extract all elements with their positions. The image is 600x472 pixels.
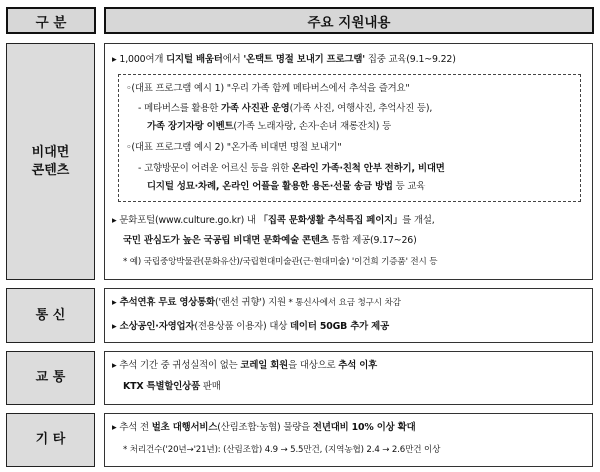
header-content-cell xyxy=(104,7,594,34)
category-transport xyxy=(6,351,95,405)
header-category-cell xyxy=(6,7,96,34)
example1-line1: - 메타버스를 활용한 가족 사진관 운영(가족 사진, 여행사진, 추억사진 등), xyxy=(138,103,433,114)
category-other-label: 기 타 xyxy=(35,432,66,447)
other-note: * 처리건수('20년→'21년): (산림조합) 4.9 → 5.5만건, (지역농협) 2.4 → 2.6만건 이상 xyxy=(123,445,441,455)
example1-line2: 가족 장기자랑 이벤트(가족 노래자랑, 손자·손녀 재롱잔치) 등 xyxy=(147,121,391,132)
category-nonface-line2: 콘텐츠 xyxy=(31,162,70,178)
transport-line1: ▸ 추석 기간 중 귀성실적이 없는 코레일 회원을 대상으로 추석 이후 xyxy=(112,360,378,371)
telecom-line2: ▸ 소상공인·자영업자(전용상품 이용자) 대상 데이터 50GB 추가 제공 xyxy=(112,321,389,332)
header-content-label: 주요 지원내용 xyxy=(307,14,391,31)
category-telecom xyxy=(6,288,95,343)
category-transport-label: 교 통 xyxy=(35,370,66,385)
header-category-label: 구 분 xyxy=(35,14,67,31)
nonface-line2: ▸ 문화포털(www.culture.go.kr) 내 「집콕 문화생활 추석특집 페이지」를 개설, xyxy=(112,215,435,226)
nonface-line3: 국민 관심도가 높은 국공립 비대면 문화예술 콘텐츠 통합 제공(9.17~26) xyxy=(123,235,417,246)
nonface-note: * 예) 국립중앙박물관(문화유산)/국립현대미술관(근·현대미술) '이건희 기증품' 전시 등 xyxy=(123,257,438,267)
category-other xyxy=(6,413,95,467)
example2-line2: 디지털 성묘·차례, 온라인 어플을 활용한 용돈·선물 송금 방법 등 교육 xyxy=(147,181,426,192)
category-nonface xyxy=(6,43,95,280)
nonface-line1: ▸ 1,000여개 디지털 배움터에서 '온택트 명절 보내기 프로그램' 집중 교육(9.1~9.22) xyxy=(112,54,456,65)
example2-title: ◦(대표 프로그램 예시 2) "온가족 비대면 명절 보내기" xyxy=(126,142,342,153)
transport-line2: KTX 특별할인상품 판매 xyxy=(123,381,221,392)
telecom-line1: ▸ 추석연휴 무료 영상통화('랜선 귀향') 지원 * 통신사에서 요금 청구시 차감 xyxy=(112,297,401,308)
example1-title: ◦(대표 프로그램 예시 1) "우리 가족 함께 메타버스에서 추석을 즐겨요" xyxy=(126,83,410,94)
category-nonface-line1: 비대면 xyxy=(31,144,70,160)
example2-line1: - 고향방문이 어려운 어르신 등을 위한 온라인 가족·친척 안부 전하기, 비대면 xyxy=(138,163,445,174)
category-telecom-label: 통 신 xyxy=(35,307,66,323)
other-line1: ▸ 추석 전 벌초 대행서비스(산림조합·농협) 물량을 전년대비 10% 이상 확대 xyxy=(112,422,416,433)
